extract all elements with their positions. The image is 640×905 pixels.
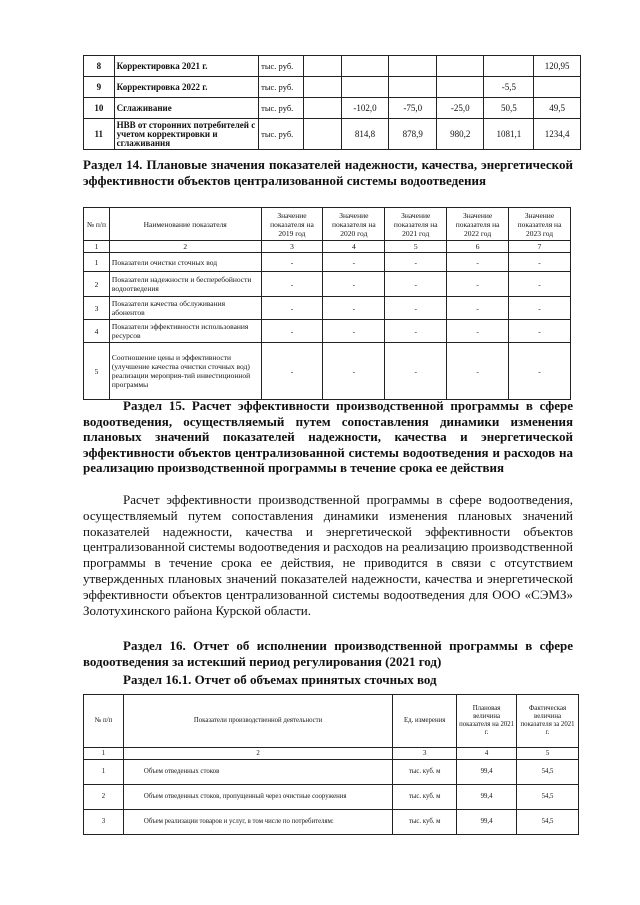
row-value: 1234,4: [534, 119, 581, 150]
row-value: -: [323, 320, 385, 343]
column-number: 3: [261, 241, 323, 253]
row-value: [304, 119, 341, 150]
section-16-1-title: Раздел 16.1. Отчет об объемах принятых сточных вод: [123, 672, 437, 687]
row-value: 1081,1: [484, 119, 534, 150]
row-value: -: [447, 297, 509, 320]
row-value: -: [261, 253, 323, 272]
row-name: Объем реализации товаров и услуг, в том числе по потребителям:: [123, 810, 392, 835]
row-value: -: [509, 320, 571, 343]
column-number: 4: [457, 748, 517, 760]
table-row: [84, 56, 581, 77]
column-number: 7: [509, 241, 571, 253]
column-number: 4: [323, 241, 385, 253]
table-row: [84, 77, 581, 98]
row-name: Показатели качества обслуживания абонентов: [109, 297, 261, 320]
table-row: [84, 320, 571, 343]
row-name: Показатели очистки сточных вод: [109, 253, 261, 272]
row-value: -25,0: [436, 98, 483, 119]
row-value: [304, 98, 341, 119]
row-value: [534, 77, 581, 98]
row-number: 8: [84, 56, 115, 77]
row-unit: тыс. руб.: [259, 98, 304, 119]
table-row: [84, 98, 581, 119]
column-number: 6: [447, 241, 509, 253]
column-number: 1: [84, 748, 124, 760]
row-unit: тыс. куб. м: [393, 785, 457, 810]
table-row: [84, 785, 579, 810]
table-row: [84, 760, 579, 785]
row-value: -: [323, 297, 385, 320]
column-header: Значение показателя на 2023 год: [509, 208, 571, 241]
row-value: -5,5: [484, 77, 534, 98]
row-unit: тыс. куб. м: [393, 760, 457, 785]
wastewater-volume-table: [83, 694, 579, 835]
column-header: Ед. измерения: [393, 695, 457, 748]
row-number: 11: [84, 119, 115, 150]
row-value: -: [509, 297, 571, 320]
row-plan: 99,4: [457, 785, 517, 810]
row-value: -: [385, 297, 447, 320]
table-row: [84, 119, 581, 150]
column-number: 3: [393, 748, 457, 760]
table-row: [84, 810, 579, 835]
row-number: 2: [84, 785, 124, 810]
table-row: [84, 272, 571, 297]
row-value: 120,95: [534, 56, 581, 77]
column-header: Значение показателя на 2019 год: [261, 208, 323, 241]
row-value: -: [385, 320, 447, 343]
row-fact: 54,5: [517, 810, 579, 835]
row-number: 3: [84, 810, 124, 835]
row-name: Показатели эффективности использования ресурсов: [109, 320, 261, 343]
column-header: Плановая величина показателя на 2021 г.: [457, 695, 517, 748]
row-value: [304, 77, 341, 98]
indicators-table: [83, 207, 571, 400]
column-header: Значение показателя на 2022 год: [447, 208, 509, 241]
row-name: Показатели надежности и бесперебойности водоотведения: [109, 272, 261, 297]
row-value: -: [447, 272, 509, 297]
row-number: 9: [84, 77, 115, 98]
section-15-title: Раздел 15. Расчет эффективности производственной программы в сфере водоотведения, осуществляемый путем сопоставления динамики изменения плановых значений показателей надежности, качества и энергетической эффективности объектов централизованной системы водоотведения и расходов на реализацию производственной программы в течение срока ее действия: [83, 398, 573, 475]
row-number: 4: [84, 320, 110, 343]
row-value: 49,5: [534, 98, 581, 119]
tariff-table: [83, 55, 581, 150]
row-value: -: [323, 253, 385, 272]
row-number: 1: [84, 760, 124, 785]
row-number: 5: [84, 343, 110, 400]
row-value: 50,5: [484, 98, 534, 119]
row-value: -: [447, 343, 509, 400]
row-value: -: [509, 253, 571, 272]
column-header: Фактическая величина показателя за 2021 г.: [517, 695, 579, 748]
row-value: [389, 56, 436, 77]
row-name: Корректировка 2022 г.: [114, 77, 258, 98]
row-value: -: [385, 253, 447, 272]
row-unit: тыс. руб.: [259, 56, 304, 77]
row-value: -: [509, 272, 571, 297]
row-name: Объем отведенных стоков, пропущенный через очистные сооружения: [123, 785, 392, 810]
row-value: [484, 56, 534, 77]
row-name: Соотношение цены и эффективности (улучшение качества очистки сточных вод) реализации мероприя-тий инвестиционной программы: [109, 343, 261, 400]
column-header: № п/п: [84, 208, 110, 241]
column-number: 5: [517, 748, 579, 760]
row-name: Объем отведенных стоков: [123, 760, 392, 785]
row-value: -: [447, 320, 509, 343]
row-value: [436, 77, 483, 98]
row-value: 878,9: [389, 119, 436, 150]
row-value: -102,0: [341, 98, 389, 119]
row-name: Сглаживание: [114, 98, 258, 119]
section-15-text: Расчет эффективности производственной программы в сфере водоотведения, осуществляемый путем сопоставления динамики изменения плановых значений показателей надежности, качества и энергетической эффективности объектов централизованной системы водоотведения и расходов на реализацию производственной программы в течение срока ее действия, не приводится в связи с отсутствием утвержденных плановых значений показателей надежности, качества и энергетической эффективности объектов централизованной системы водоотведения для ООО «СЭМЗ» Золотухинского района Курской области.: [83, 492, 573, 618]
table-row: [84, 343, 571, 400]
column-header: Значение показателя на 2020 год: [323, 208, 385, 241]
row-number: 3: [84, 297, 110, 320]
row-value: -75,0: [389, 98, 436, 119]
row-value: -: [509, 343, 571, 400]
row-unit: тыс. куб. м: [393, 810, 457, 835]
column-number: 1: [84, 241, 110, 253]
row-unit: тыс. руб.: [259, 119, 304, 150]
column-header: Наименование показателя: [109, 208, 261, 241]
column-header: № п/п: [84, 695, 124, 748]
row-plan: 99,4: [457, 810, 517, 835]
row-value: -: [323, 272, 385, 297]
column-header: Значение показателя на 2021 год: [385, 208, 447, 241]
table-row: [84, 297, 571, 320]
column-number: 5: [385, 241, 447, 253]
row-unit: тыс. руб.: [259, 77, 304, 98]
row-value: [341, 77, 389, 98]
row-value: -: [261, 343, 323, 400]
section-14-title: Раздел 14. Плановые значения показателей надежности, качества, энергетической эффективности объектов централизованной системы водоотведения: [83, 157, 573, 188]
row-value: -: [323, 343, 385, 400]
row-value: 814,8: [341, 119, 389, 150]
row-value: -: [261, 297, 323, 320]
section-16-title: Раздел 16. Отчет об исполнении производственной программы в сфере водоотведения за истекший период регулирования (2021 год): [83, 638, 573, 669]
column-number: 2: [123, 748, 392, 760]
row-value: -: [385, 272, 447, 297]
row-fact: 54,5: [517, 760, 579, 785]
row-value: -: [261, 272, 323, 297]
row-value: 980,2: [436, 119, 483, 150]
row-value: -: [261, 320, 323, 343]
row-value: [341, 56, 389, 77]
row-number: 2: [84, 272, 110, 297]
row-name: Корректировка 2021 г.: [114, 56, 258, 77]
row-fact: 54,5: [517, 785, 579, 810]
row-value: [436, 56, 483, 77]
row-number: 1: [84, 253, 110, 272]
row-number: 10: [84, 98, 115, 119]
row-value: [389, 77, 436, 98]
row-value: -: [447, 253, 509, 272]
row-plan: 99,4: [457, 760, 517, 785]
row-value: [304, 56, 341, 77]
table-row: [84, 253, 571, 272]
column-header: Показатели производственной деятельности: [123, 695, 392, 748]
row-name: НВВ от сторонних потребителей с учетом корректировки и сглаживания: [114, 119, 258, 150]
column-number: 2: [109, 241, 261, 253]
row-value: -: [385, 343, 447, 400]
